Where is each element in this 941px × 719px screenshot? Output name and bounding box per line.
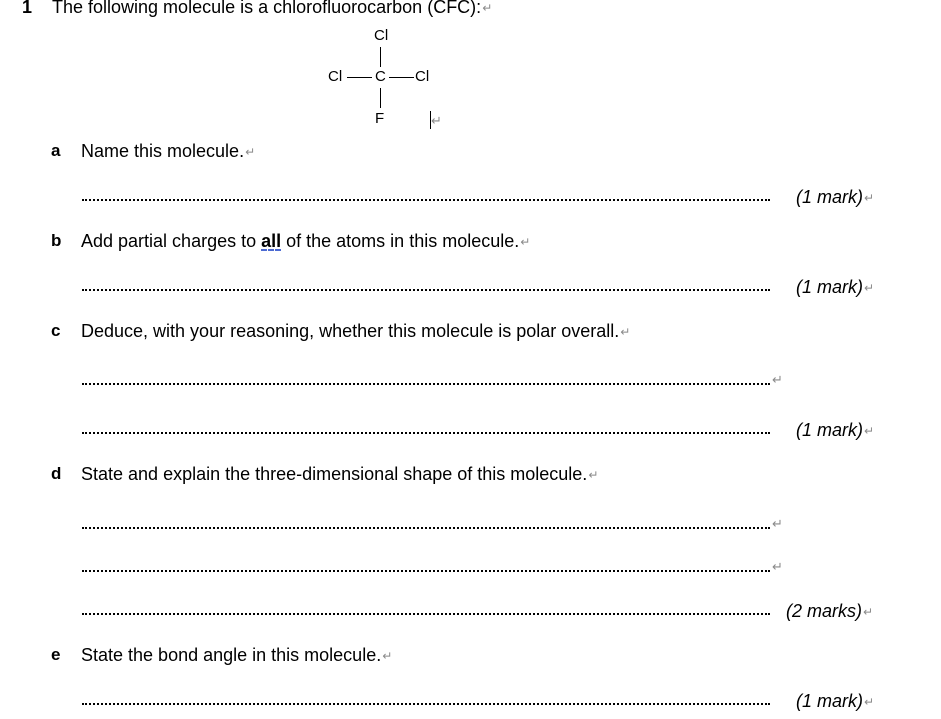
part-e-marks bbox=[796, 690, 874, 713]
answer-line-b-1[interactable] bbox=[82, 289, 770, 291]
part-d-label: d bbox=[51, 464, 62, 483]
part-a-label: a bbox=[51, 141, 61, 160]
part-b-label: b bbox=[51, 231, 62, 250]
bond-bottom bbox=[380, 88, 381, 108]
part-c-marks bbox=[796, 419, 874, 442]
paragraph-mark-icon: ↵ bbox=[245, 145, 256, 159]
paragraph-mark-icon: ↵ bbox=[520, 235, 531, 249]
answer-line-e-1[interactable] bbox=[82, 703, 770, 705]
part-d-marks-text: (2 marks) bbox=[786, 601, 862, 621]
atom-bottom-f: F bbox=[375, 110, 385, 127]
paragraph-mark-icon: ↵ bbox=[864, 695, 875, 709]
part-c-label: c bbox=[51, 321, 61, 340]
paragraph-mark-icon: ↵ bbox=[863, 605, 874, 619]
part-b-question bbox=[81, 230, 530, 253]
paragraph-mark-icon: ↵ bbox=[772, 559, 783, 574]
atom-right-cl: Cl bbox=[415, 68, 430, 85]
part-b-marks bbox=[796, 276, 874, 299]
atom-center-c: C bbox=[375, 68, 386, 85]
part-c-question bbox=[81, 320, 630, 343]
atom-top-cl: Cl bbox=[374, 27, 389, 44]
paragraph-mark-icon: ↵ bbox=[382, 649, 393, 663]
paragraph-mark-icon: ↵ bbox=[482, 1, 493, 15]
part-e-question bbox=[81, 644, 392, 667]
bond-left bbox=[347, 77, 372, 78]
paragraph-mark-icon: ↵ bbox=[864, 191, 875, 205]
question-number: 1 bbox=[22, 0, 33, 17]
part-e-marks-text: (1 mark) bbox=[796, 691, 863, 711]
answer-line-d-1[interactable] bbox=[82, 527, 770, 529]
answer-line-c-2[interactable] bbox=[82, 432, 770, 434]
part-d-marks bbox=[786, 600, 873, 623]
part-a-question bbox=[81, 140, 255, 163]
answer-line-c-1[interactable] bbox=[82, 383, 770, 385]
paragraph-mark-icon: ↵ bbox=[588, 468, 599, 482]
part-d-text: State and explain the three-dimensional shape of this molecule. bbox=[81, 464, 588, 484]
answer-line-a-1[interactable] bbox=[82, 199, 770, 201]
atom-left-cl: Cl bbox=[328, 68, 343, 85]
paragraph-mark-icon: ↵ bbox=[772, 516, 783, 531]
answer-line-d-3[interactable] bbox=[82, 613, 770, 615]
part-d-question bbox=[81, 463, 598, 486]
bond-right bbox=[389, 77, 414, 78]
paragraph-mark-icon: ↵ bbox=[864, 281, 875, 295]
part-c-marks-text: (1 mark) bbox=[796, 420, 863, 440]
paragraph-mark-icon: ↵ bbox=[864, 424, 875, 438]
question-stem-text: The following molecule is a chlorofluorocarbon (CFC): bbox=[52, 0, 482, 17]
paragraph-mark-icon: ↵ bbox=[772, 372, 783, 387]
answer-line-d-2[interactable] bbox=[82, 570, 770, 572]
paragraph-mark-icon: ↵ bbox=[431, 113, 442, 128]
bond-top bbox=[380, 47, 381, 67]
paragraph-mark-icon: ↵ bbox=[620, 325, 631, 339]
part-a-marks-text: (1 mark) bbox=[796, 187, 863, 207]
part-e-text: State the bond angle in this molecule. bbox=[81, 645, 382, 665]
part-b-text-before: Add partial charges to bbox=[81, 231, 262, 251]
part-a-text: Name this molecule. bbox=[81, 141, 245, 161]
molecule-structure bbox=[0, 0, 941, 140]
part-b-emphasis: all bbox=[261, 231, 282, 251]
part-e-label: e bbox=[51, 645, 61, 664]
part-b-text-after: of the atoms in this molecule. bbox=[281, 231, 520, 251]
part-c-text: Deduce, with your reasoning, whether this molecule is polar overall. bbox=[81, 321, 620, 341]
part-b-marks-text: (1 mark) bbox=[796, 277, 863, 297]
part-a-marks bbox=[796, 186, 874, 209]
